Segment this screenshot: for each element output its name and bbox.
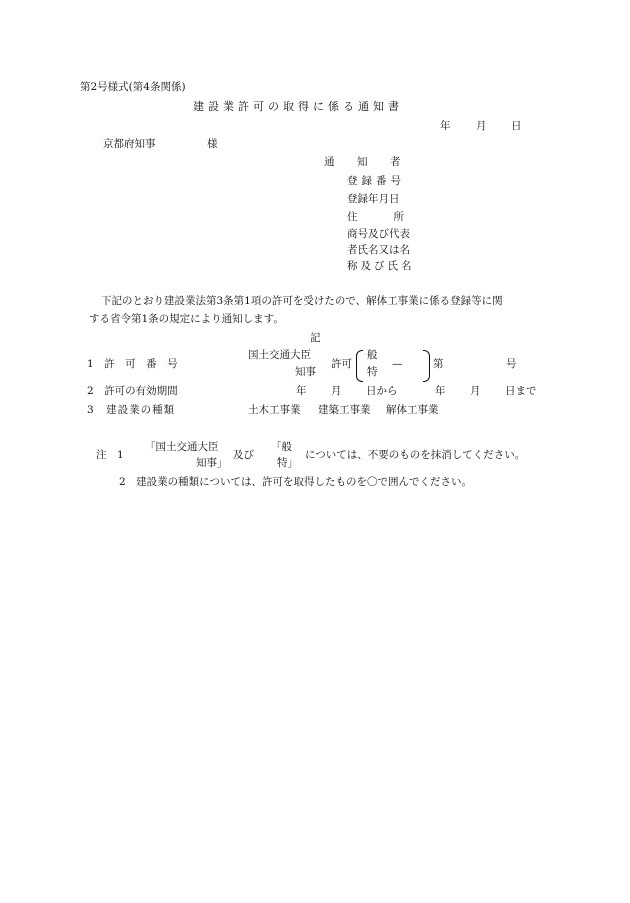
ki-heading: 記 xyxy=(310,332,321,344)
business-type-civil: 土木工事業 xyxy=(248,404,301,416)
notifier-field-address: 住 所 xyxy=(347,211,409,223)
permit-type-special: 特 xyxy=(367,366,378,378)
permit-authority-governor: 知事 xyxy=(295,366,316,378)
notifier-field-name: 称及び氏名 xyxy=(347,260,415,272)
validity-to-year: 年 xyxy=(435,385,446,397)
addressee-name: 京都府知事 xyxy=(103,138,156,150)
validity-to-day: 日まで xyxy=(505,385,537,397)
note-quote2-top: 「般 xyxy=(271,441,292,453)
note-quote2-bottom: 特」 xyxy=(277,457,298,469)
permit-dash: — xyxy=(392,358,403,370)
validity-from-year: 年 xyxy=(296,385,307,397)
permit-type-general: 般 xyxy=(367,349,378,361)
note-oyobi: 及び xyxy=(233,449,254,461)
note-2-text: 2 建設業の種類については、許可を取得したものを〇で囲んでください。 xyxy=(119,476,472,488)
note-quote1-top: 「国土交通大臣 xyxy=(145,441,219,453)
validity-to-month: 月 xyxy=(470,385,481,397)
body-line-2: する省令第1条の規定により通知します。 xyxy=(89,313,284,325)
item-validity-label: 2 許可の有効期間 xyxy=(87,385,178,397)
validity-from-day: 日から xyxy=(366,385,398,397)
note-quote1-bottom: 知事」 xyxy=(196,457,228,469)
date-month: 月 xyxy=(476,120,487,132)
right-bracket xyxy=(423,350,430,382)
notifier-field-rep-name: 者氏名又は名 xyxy=(347,244,410,256)
permit-dai: 第 xyxy=(433,358,444,370)
addressee-honorific: 様 xyxy=(207,138,218,150)
item-business-type-label: 3 建設業の種類 xyxy=(87,404,176,416)
left-bracket xyxy=(356,350,363,382)
business-type-demolition: 解体工事業 xyxy=(386,404,439,416)
date-day: 日 xyxy=(511,120,522,132)
business-type-building: 建築工事業 xyxy=(318,404,371,416)
body-line-1: 下記のとおり建設業法第3条第1項の許可を受けたので、解体工事業に係る登録等に関 xyxy=(101,295,503,307)
notifier-field-trade-name: 商号及び代表 xyxy=(347,228,410,240)
validity-from-month: 月 xyxy=(331,385,342,397)
note-prefix: 注 1 xyxy=(96,449,124,461)
notifier-heading: 通 知 者 xyxy=(324,156,407,168)
item-permit-number-label: 1 許 可 番 号 xyxy=(87,358,178,370)
permit-authority-minister: 国土交通大臣 xyxy=(248,349,311,361)
notifier-field-reg-number: 登録番号 xyxy=(347,175,405,187)
notifier-field-reg-date: 登録年月日 xyxy=(347,193,400,205)
date-year: 年 xyxy=(440,120,451,132)
permit-go: 号 xyxy=(506,358,517,370)
document-title: 建設業許可の取得に係る通知書 xyxy=(193,100,403,113)
permit-kyoka: 許可 xyxy=(331,358,352,370)
form-label: 第2号様式(第4条関係) xyxy=(80,81,186,93)
note-1-text: については、不要のものを抹消してください。 xyxy=(305,449,526,461)
